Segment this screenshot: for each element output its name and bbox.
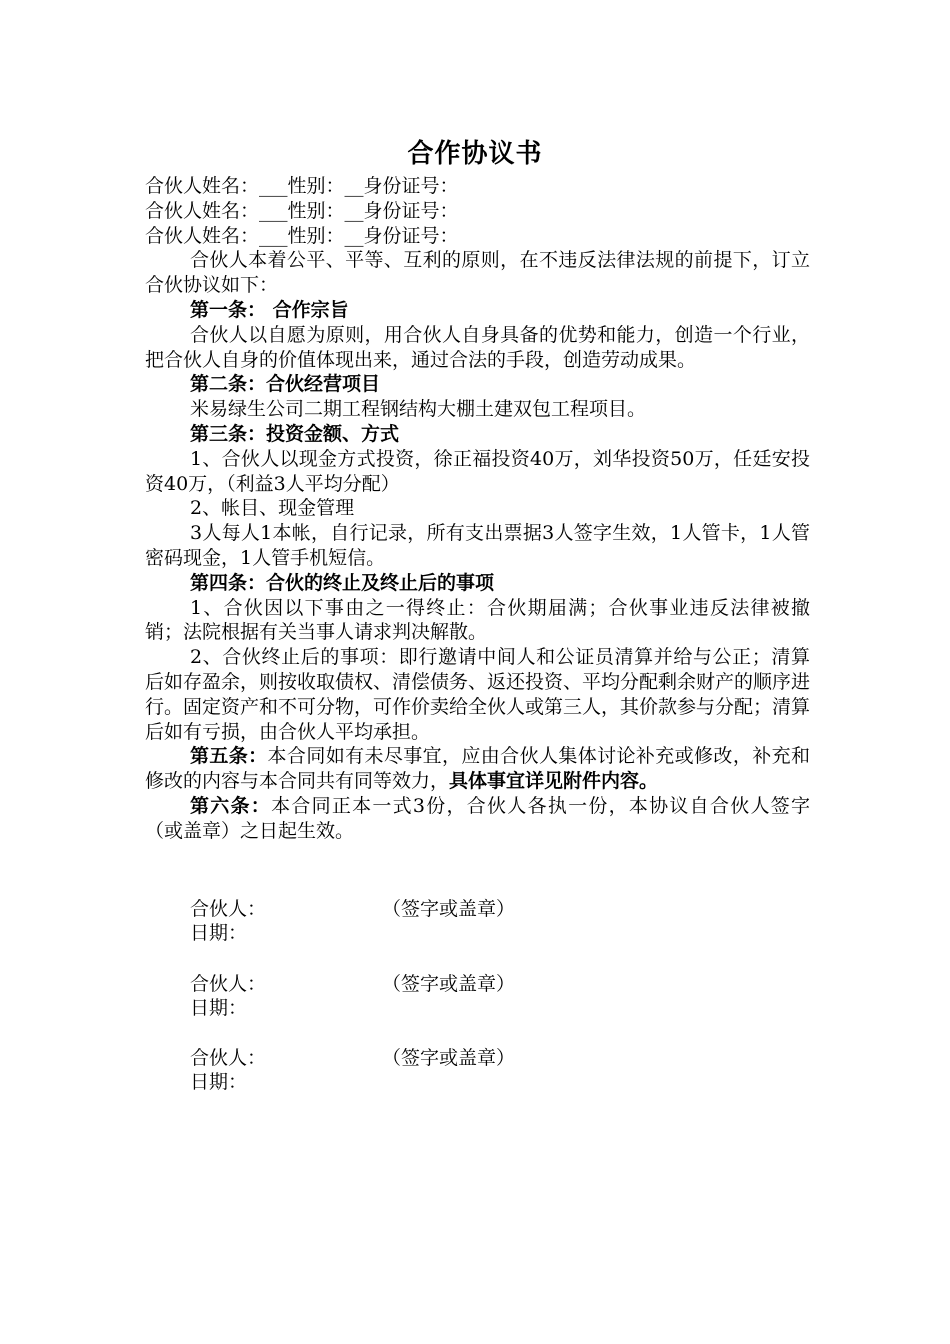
signature-party-label: 合伙人： [190, 973, 267, 995]
signature-note: （签字或盖章） [382, 898, 516, 920]
partner-line: 合伙人姓名：___性别：__身份证号： [145, 224, 459, 247]
article3-heading: 第三条：投资金额、方式 [190, 422, 400, 445]
document-body [145, 174, 810, 844]
article4-item1: 1、合伙因以下事由之一得终止：合伙期届满；合伙事业违反法律被撤销；法院根据有关当事人请求判决解散。 [145, 596, 810, 644]
article1-heading: 第一条： 合作宗旨 [190, 298, 349, 321]
article5-paragraph [145, 744, 810, 794]
signature-date-label: 日期： [190, 922, 248, 944]
document-title: 合作协议书 [407, 139, 543, 169]
partner-line: 合伙人姓名：___性别：__身份证号： [145, 199, 459, 222]
article2-body: 米易绿生公司二期工程钢结构大棚土建双包工程项目。 [190, 398, 647, 421]
article3-item2-body: 3人每人1本帐，自行记录，所有支出票据3人签字生效，1人管卡，1人管密码现金，1人管手机短信。 [145, 522, 810, 569]
article6-body: 本合同正本一式3份，合伙人各执一份，本协议自合伙人签字（或盖章）之日起生效。 [145, 794, 810, 842]
signature-block [190, 897, 516, 945]
signature-note: （签字或盖章） [382, 973, 516, 995]
article4-heading: 第四条：合伙的终止及终止后的事项 [190, 571, 495, 594]
article3-item2-title: 2、帐目、现金管理 [190, 497, 355, 520]
article5-emphasis: 具体事宜详见附件内容。 [449, 770, 659, 793]
article5-label: 第五条： [190, 745, 268, 768]
signature-block [190, 1046, 516, 1094]
article3-item1: 1、合伙人以现金方式投资，徐正福投资40万，刘华投资50万，任廷安投资40万，（利益3人平均分配） [145, 447, 810, 495]
signature-note: （签字或盖章） [382, 1047, 516, 1069]
signature-date-label: 日期： [190, 1071, 248, 1093]
article2-heading: 第二条：合伙经营项目 [190, 373, 381, 396]
intro-paragraph: 合伙人本着公平、平等、互利的原则，在不违反法律法规的前提下，订立合伙协议如下： [145, 249, 810, 297]
signature-party-label: 合伙人： [190, 1047, 267, 1069]
article6-paragraph [145, 794, 810, 844]
article5-body: 本合同如有未尽事宜，应由合伙人集体讨论补充或修改，补充和修改的内容与本合同共有同等效力， [145, 745, 810, 793]
signature-date-label: 日期： [190, 997, 248, 1019]
article4-item2: 2、合伙终止后的事项：即行邀请中间人和公证员清算并给与公正；清算后如存盈余，则按收取债权、清偿债务、返还投资、平均分配剩余财产的顺序进行。固定资产和不可分物，可作价卖给全伙人或第三人，其价款参与分配；清算后如有亏损，由合伙人平均承担。 [145, 646, 811, 743]
article1-body: 合伙人以自愿为原则，用合伙人自身具备的优势和能力，创造一个行业，把合伙人自身的价值体现出来，通过合法的手段，创造劳动成果。 [145, 323, 810, 371]
signature-party-label: 合伙人： [190, 898, 267, 920]
signature-block [190, 972, 516, 1020]
article6-label: 第六条： [190, 794, 272, 817]
partner-line: 合伙人姓名：___性别：__身份证号： [145, 175, 459, 197]
